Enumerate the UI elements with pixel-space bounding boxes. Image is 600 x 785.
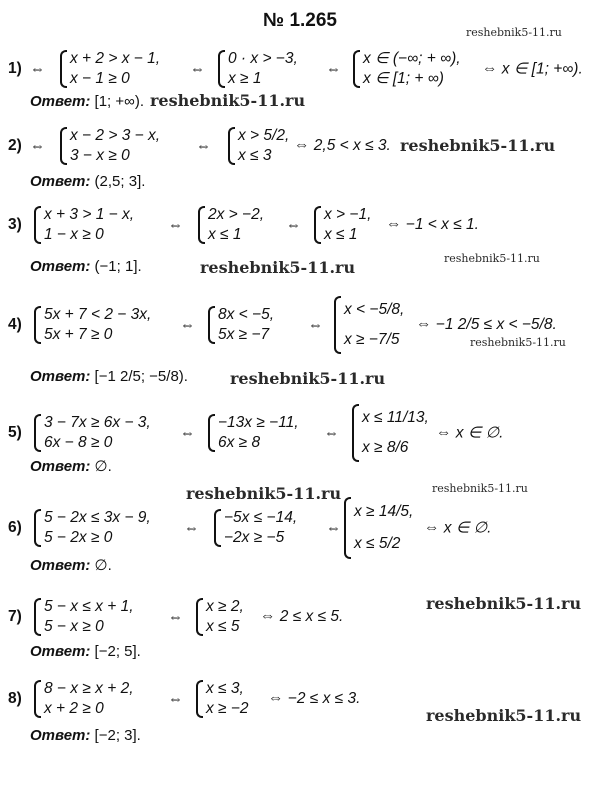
system-original — [34, 597, 134, 637]
system-solution — [334, 295, 404, 355]
inequality: 5x + 7 < 2 − 3x, — [44, 306, 152, 323]
answer-value: ∅. — [94, 458, 112, 475]
equivalence-arrow: ⇔ — [168, 216, 183, 234]
equivalence-arrow: ⇔ — [168, 608, 183, 626]
inequality: x ∈ [1; + ∞) — [363, 70, 444, 87]
system-solution — [353, 49, 461, 89]
equivalence-arrow: ⇔ — [326, 60, 341, 78]
watermark: reshebnik5-11.ru — [150, 91, 306, 110]
watermark: reshebnik5-11.ru — [200, 258, 356, 277]
inequality: x ≤ 1 — [324, 226, 358, 243]
watermark: reshebnik5-11.ru — [432, 482, 528, 495]
equivalence-arrow: ⇔ — [286, 216, 301, 234]
inequality: x ≥ 14/5, — [354, 503, 414, 520]
watermark: reshebnik5-11.ru — [426, 706, 582, 725]
system-step — [218, 49, 298, 89]
result: ⇔ x ∈ [1; +∞). — [482, 60, 583, 78]
problem-label: 8) — [8, 690, 22, 707]
inequality: 8x < −5, — [218, 306, 275, 323]
answer — [30, 643, 141, 660]
inequality: x > 5/2, — [238, 127, 290, 144]
problem-number: № 1.265 — [262, 10, 337, 31]
problem-3 — [8, 196, 598, 254]
system-original — [60, 126, 160, 166]
answer-label: Ответ: — [30, 643, 91, 660]
inequality: x − 2 > 3 − x, — [70, 127, 161, 144]
answer-label: Ответ: — [30, 368, 91, 385]
answer-value: ∅. — [94, 557, 112, 574]
watermark: reshebnik5-11.ru — [444, 252, 540, 265]
answer-value: [−2; 3]. — [94, 727, 141, 744]
inequality: 6x − 8 ≥ 0 — [44, 434, 113, 451]
watermark: reshebnik5-11.ru — [230, 369, 386, 388]
inequality: 5 − 2x ≥ 0 — [44, 529, 113, 546]
inequality: x ≥ −7/5 — [344, 331, 400, 348]
system-step — [198, 205, 264, 245]
problem-1 — [8, 40, 598, 98]
inequality: x ≤ 3 — [238, 147, 272, 164]
inequality: 5 − x ≤ x + 1, — [44, 598, 134, 615]
answer-label: Ответ: — [30, 93, 91, 110]
inequality: x ∈ (−∞; + ∞), — [363, 50, 461, 67]
inequality: x ≥ −2 — [206, 700, 249, 717]
problem-label: 3) — [8, 216, 22, 233]
answer-label: Ответ: — [30, 727, 91, 744]
equivalence-arrow: ⇔ — [30, 60, 45, 78]
inequality: x − 1 ≥ 0 — [70, 70, 130, 87]
inequality: 0 · x > −3, — [228, 50, 298, 67]
inequality: 5 − x ≥ 0 — [44, 618, 104, 635]
problem-label: 5) — [8, 424, 22, 441]
system-original — [34, 679, 134, 719]
inequality: x < −5/8, — [344, 301, 405, 318]
inequality: x ≤ 11/13, — [362, 409, 429, 426]
inequality: 5x ≥ −7 — [218, 326, 270, 343]
inequality: 3 − x ≥ 0 — [70, 147, 130, 164]
system-original — [34, 508, 151, 548]
watermark: reshebnik5-11.ru — [470, 336, 566, 349]
result: ⇔ 2,5 < x ≤ 3. — [294, 137, 391, 154]
answer-label: Ответ: — [30, 258, 91, 275]
system-step — [208, 413, 299, 453]
answer — [30, 93, 144, 110]
system-step — [214, 508, 297, 548]
system-original — [34, 413, 151, 453]
answer — [30, 173, 145, 190]
equivalence-arrow: ⇔ — [168, 690, 183, 708]
answer-value: (−1; 1]. — [94, 258, 142, 275]
equivalence-arrow: ⇔ — [190, 60, 205, 78]
result: ⇔ x ∈ ∅. — [436, 424, 504, 442]
watermark: reshebnik5-11.ru — [400, 136, 556, 155]
inequality: x ≤ 5/2 — [354, 535, 401, 552]
inequality: 8 − x ≥ x + 2, — [44, 680, 134, 697]
equivalence-arrow: ⇔ — [196, 137, 211, 155]
system-solution — [352, 403, 429, 463]
equivalence-arrow: ⇔ — [324, 424, 339, 442]
equivalence-arrow: ⇔ — [326, 519, 341, 537]
equivalence-arrow: ⇔ — [30, 137, 45, 155]
watermark: reshebnik5-11.ru — [186, 484, 342, 503]
answer — [30, 457, 112, 475]
system-step — [208, 305, 274, 345]
result: ⇔ x ∈ ∅. — [424, 519, 492, 537]
inequality: x + 2 ≥ 0 — [44, 700, 104, 717]
answer — [30, 368, 188, 385]
inequality: x > −1, — [324, 206, 372, 223]
problem-label: 7) — [8, 608, 22, 625]
inequality: x ≤ 5 — [206, 618, 240, 635]
system-original — [34, 205, 134, 245]
problem-label: 2) — [8, 137, 22, 154]
answer-value: [−2; 5]. — [94, 643, 141, 660]
answer-value: (2,5; 3]. — [94, 173, 146, 190]
inequality: −2x ≥ −5 — [224, 529, 285, 546]
inequality: 6x ≥ 8 — [218, 434, 261, 451]
watermark: reshebnik5-11.ru — [466, 26, 562, 39]
inequality: x ≥ 2, — [206, 598, 244, 615]
inequality: x ≥ 1 — [228, 70, 262, 87]
answer — [30, 727, 141, 744]
inequality: x ≤ 3, — [206, 680, 244, 697]
result: ⇔ 2 ≤ x ≤ 5. — [260, 608, 344, 625]
inequality: −13x ≥ −11, — [218, 414, 299, 431]
answer-label: Ответ: — [30, 557, 91, 574]
answer-value: [−1 2/5; −5/8). — [94, 368, 188, 385]
answer-label: Ответ: — [30, 458, 91, 475]
system-step — [228, 126, 289, 166]
answer-label: Ответ: — [30, 173, 91, 190]
equivalence-arrow: ⇔ — [308, 316, 323, 334]
watermark: reshebnik5-11.ru — [426, 594, 582, 613]
system-solution — [344, 496, 413, 560]
system-step — [196, 597, 244, 637]
equivalence-arrow: ⇔ — [180, 424, 195, 442]
answer — [30, 556, 112, 574]
inequality: 1 − x ≥ 0 — [44, 226, 104, 243]
system-step — [196, 679, 249, 719]
problem-label: 6) — [8, 519, 22, 536]
result: ⇔ −1 < x ≤ 1. — [386, 216, 479, 233]
inequality: x ≥ 8/6 — [362, 439, 409, 456]
equivalence-arrow: ⇔ — [180, 316, 195, 334]
inequality: x + 3 > 1 − x, — [44, 206, 135, 223]
inequality: 5 − 2x ≤ 3x − 9, — [44, 509, 151, 526]
inequality: x + 2 > x − 1, — [70, 50, 161, 67]
problem-4 — [8, 288, 598, 362]
inequality: 3 − 7x ≥ 6x − 3, — [44, 414, 151, 431]
inequality: −5x ≤ −14, — [224, 509, 298, 526]
system-original — [34, 305, 151, 345]
equivalence-arrow: ⇔ — [184, 519, 199, 537]
inequality: 2x > −2, — [208, 206, 265, 223]
result: ⇔ −1 2/5 ≤ x < −5/8. — [416, 316, 557, 333]
result: ⇔ −2 ≤ x ≤ 3. — [268, 690, 361, 707]
answer-value: [1; +∞). — [94, 93, 145, 110]
answer — [30, 258, 142, 275]
system-solution — [314, 205, 371, 245]
system-original — [60, 49, 160, 89]
problem-label: 4) — [8, 316, 22, 333]
problem-label: 1) — [8, 60, 22, 77]
inequality: x ≤ 1 — [208, 226, 242, 243]
inequality: 5x + 7 ≥ 0 — [44, 326, 113, 343]
